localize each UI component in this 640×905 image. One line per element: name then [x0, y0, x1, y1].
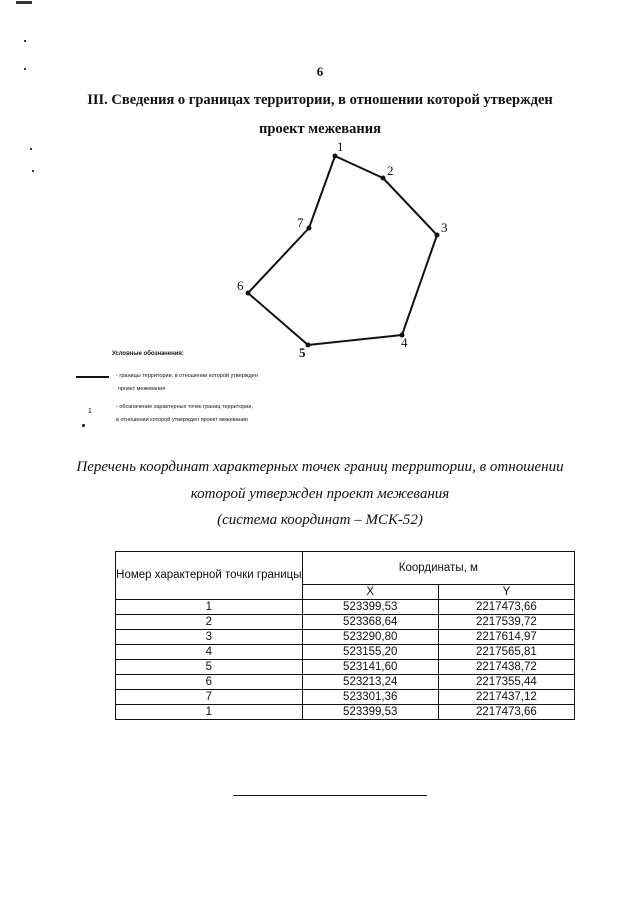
coordinates-table [115, 551, 575, 720]
x-coordinate-cell: 523368,64 [302, 615, 438, 630]
table-row [116, 600, 575, 615]
legend-point-symbol-label: 1 [88, 408, 92, 415]
vertex-label: 6 [237, 278, 244, 293]
header-coordinates: Координаты, м [302, 552, 574, 585]
legend-title: Условные обозначения: [112, 351, 184, 357]
table-row [116, 660, 575, 675]
vertex-label: 7 [297, 215, 304, 230]
legend-boundary-description-continued: проект межевания [118, 386, 166, 392]
vertex-point [307, 226, 312, 231]
table-row [116, 615, 575, 630]
section-heading-continued: проект межевания [259, 121, 381, 137]
point-number-cell: 1 [116, 600, 303, 615]
vertex-label: 4 [401, 335, 408, 350]
section-heading: III. Сведения о границах территории, в отношении которой утвержден [87, 92, 553, 108]
y-coordinate-cell: 2217438,72 [438, 660, 574, 675]
table-row [116, 705, 575, 720]
coordinates-caption: Перечень координат характерных точек границ территории, в отношении [76, 459, 564, 475]
point-number-cell: 7 [116, 690, 303, 705]
y-coordinate-cell: 2217539,72 [438, 615, 574, 630]
y-coordinate-cell: 2217614,97 [438, 630, 574, 645]
vertex-point [333, 154, 338, 159]
page-number: 6 [316, 64, 324, 79]
x-coordinate-cell: 523399,53 [302, 600, 438, 615]
table-row [116, 645, 575, 660]
vertex-point [381, 176, 386, 181]
x-coordinate-cell: 523301,36 [302, 690, 438, 705]
header-point-number: Номер характерной точки границы [116, 552, 303, 600]
table-row [116, 690, 575, 705]
x-coordinate-cell: 523141,60 [302, 660, 438, 675]
coordinates-caption-continued: которой утвержден проект межевания [190, 486, 450, 502]
header-x: X [302, 585, 438, 600]
legend-point-symbol [82, 424, 85, 427]
point-number-cell: 1 [116, 705, 303, 720]
territory-boundary-polygon [248, 156, 437, 345]
header-y: Y [438, 585, 574, 600]
vertex-label: 5 [299, 345, 306, 360]
vertex-point [306, 343, 311, 348]
x-coordinate-cell: 523399,53 [302, 705, 438, 720]
point-number-cell: 2 [116, 615, 303, 630]
vertex-point [246, 291, 251, 296]
boundary-vertices [246, 154, 440, 348]
table-row [116, 630, 575, 645]
point-number-cell: 4 [116, 645, 303, 660]
vertex-label: 3 [441, 220, 448, 235]
vertex-label: 2 [387, 163, 394, 178]
point-number-cell: 3 [116, 630, 303, 645]
point-number-cell: 5 [116, 660, 303, 675]
y-coordinate-cell: 2217565,81 [438, 645, 574, 660]
y-coordinate-cell: 2217355,44 [438, 675, 574, 690]
legend-boundary-description: - границы территории, в отношении которой утвержден [116, 373, 258, 379]
end-of-section-rule [233, 795, 427, 796]
y-coordinate-cell: 2217473,66 [438, 705, 574, 720]
legend-point-description-continued: в отношении которой утвержден проект межевания [116, 417, 248, 423]
legend-boundary-line-symbol [76, 376, 109, 378]
x-coordinate-cell: 523213,24 [302, 675, 438, 690]
coordinate-system-note: (система координат – МСК-52) [217, 512, 423, 528]
legend-point-description: - обозначение характерных точек границ территории, [116, 404, 253, 410]
x-coordinate-cell: 523290,80 [302, 630, 438, 645]
point-number-cell: 6 [116, 675, 303, 690]
table-row [116, 675, 575, 690]
y-coordinate-cell: 2217473,66 [438, 600, 574, 615]
x-coordinate-cell: 523155,20 [302, 645, 438, 660]
vertex-point [435, 233, 440, 238]
y-coordinate-cell: 2217437,12 [438, 690, 574, 705]
vertex-label: 1 [337, 139, 344, 154]
